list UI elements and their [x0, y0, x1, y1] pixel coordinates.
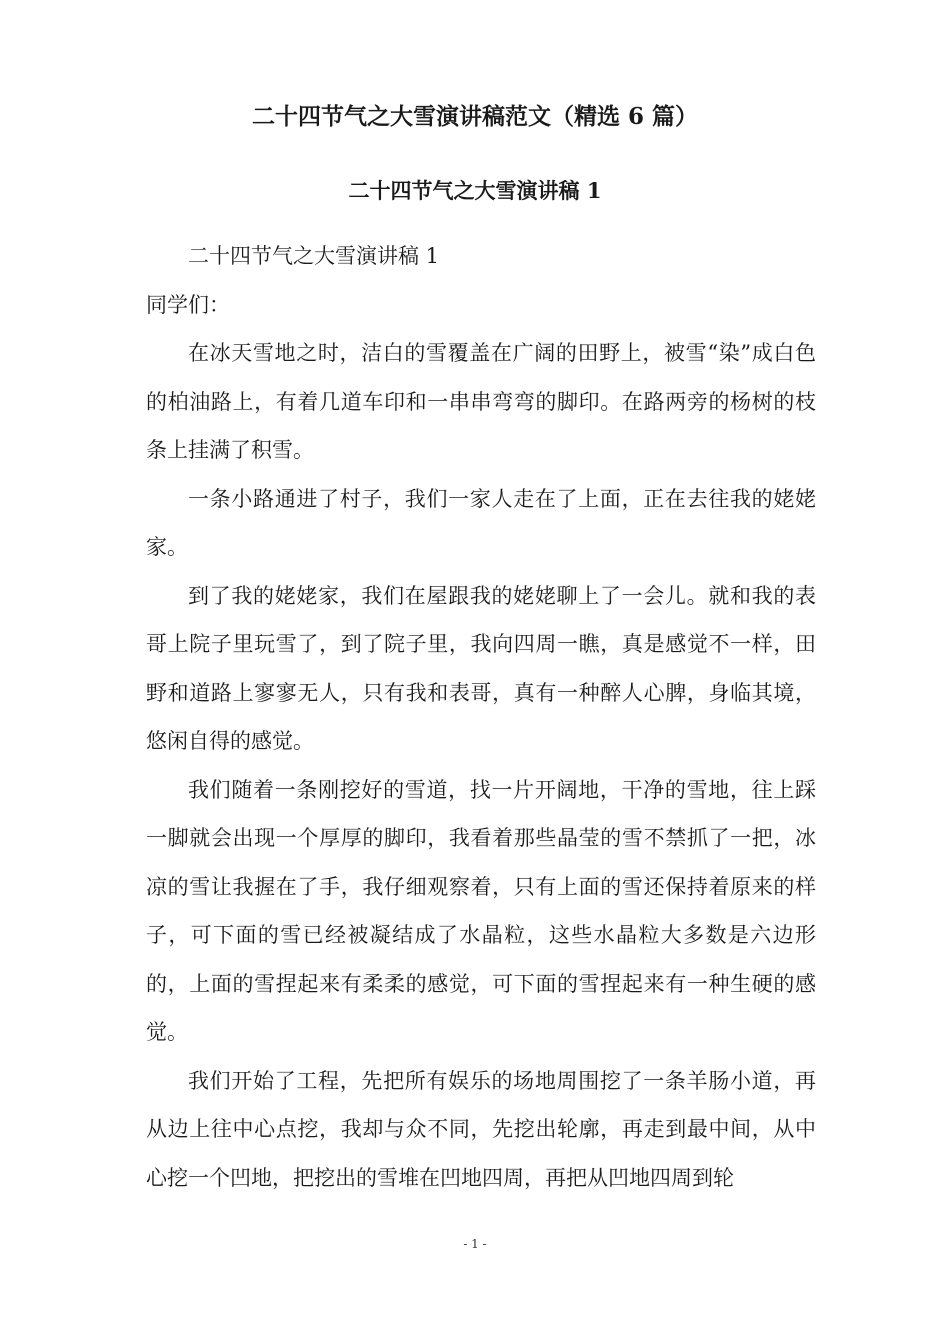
paragraph: 我们随着一条刚挖好的雪道，找一片开阔地，干净的雪地，往上踩一脚就会出现一个厚厚的脚印，我看着那些晶莹的雪不禁抓了一把，冰凉的雪让我握在了手，我仔细观察着，只有上面的雪还保持着原来的样子，可下面的雪已经被凝结成了水晶粒，这些水晶粒大多数是六边形的，上面的雪捏起来有柔柔的感觉，可下面的雪捏起来有一种生硬的感觉。 — [146, 777, 816, 1044]
paragraph: 到了我的姥姥家，我们在屋跟我的姥姥聊上了一会儿。就和我的表哥上院子里玩雪了，到了院子里，我向四周一瞧，真是感觉不一样，田野和道路上寥寥无人，只有我和表哥，真有一种醉人心脾，身临其境，悠闲自得的感觉。 — [146, 583, 816, 753]
paragraph-salutation: 同学们： — [146, 292, 230, 317]
paragraph: 我们开始了工程，先把所有娱乐的场地周围挖了一条羊肠小道，再从边上往中心点挖，我却与众不同，先挖出轮廓，再走到最中间，从中心挖一个凹地，把挖出的雪堆在凹地四周，再把从凹地四周到轮 — [146, 1068, 816, 1190]
section-heading: 二十四节气之大雪演讲稿 1 — [348, 178, 602, 203]
paragraph-subtitle: 二十四节气之大雪演讲稿 1 — [188, 244, 440, 268]
page-number: - 1 - — [463, 1237, 487, 1251]
document-body — [146, 232, 816, 1202]
document-title: 二十四节气之大雪演讲稿范文（精选 6 篇） — [251, 103, 699, 130]
paragraph: 在冰天雪地之时，洁白的雪覆盖在广阔的田野上，被雪“染”成白色的柏油路上，有着几道车印和一串串弯弯的脚印。在路两旁的杨树的枝条上挂满了积雪。 — [146, 341, 816, 462]
paragraph: 一条小路通进了村子，我们一家人走在了上面，正在去往我的姥姥家。 — [146, 486, 816, 559]
